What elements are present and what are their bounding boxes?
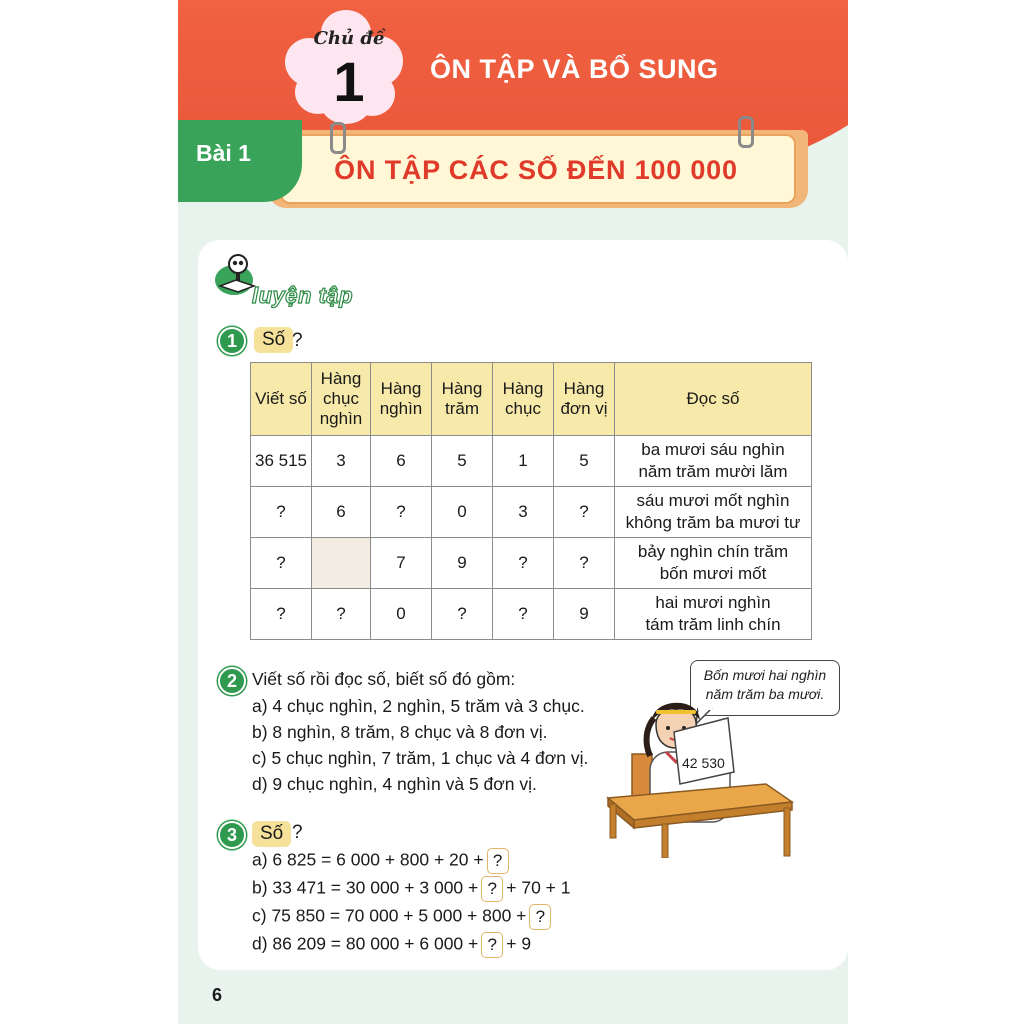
- so-tag: Số: [252, 821, 291, 847]
- table-row: [251, 487, 812, 538]
- cell: ?: [432, 589, 493, 640]
- cell-empty: [312, 538, 371, 589]
- exercise-item: c) 5 chục nghìn, 7 trăm, 1 chục và 4 đơn vị.: [252, 748, 589, 768]
- header-hang-tram: Hàng trăm: [432, 363, 493, 436]
- cell: ?: [251, 589, 312, 640]
- cell: 5: [432, 436, 493, 487]
- answer-box[interactable]: ?: [481, 932, 503, 958]
- cell: ?: [312, 589, 371, 640]
- topic-number: 1: [333, 50, 365, 113]
- cell: 1: [493, 436, 554, 487]
- cell: ?: [371, 487, 432, 538]
- cell: 0: [432, 487, 493, 538]
- cell: 3: [493, 487, 554, 538]
- equation-line: b) 33 471 = 30 000 + 3 000 + ? + 70 + 1: [252, 876, 570, 902]
- exercise-prompt: Viết số rồi đọc số, biết số đó gồm:: [252, 669, 516, 689]
- table-row: [251, 436, 812, 487]
- reading-cell: hai mươi nghìn tám trăm linh chín: [615, 589, 812, 640]
- topic-label: Chủ đề: [313, 28, 385, 49]
- so-tag: Số: [254, 327, 293, 353]
- header-hang-chuc: Hàng chục: [493, 363, 554, 436]
- topic-title: ÔN TẬP VÀ BỔ SUNG: [430, 54, 719, 84]
- header-doc-so: Đọc số: [615, 363, 812, 436]
- cell: ?: [554, 487, 615, 538]
- cell: ?: [493, 589, 554, 640]
- exercise-item: b) 8 nghìn, 8 trăm, 8 chục và 8 đơn vị.: [252, 722, 548, 742]
- header-hang-nghin: Hàng nghìn: [371, 363, 432, 436]
- equation-line: c) 75 850 = 70 000 + 5 000 + 800 + ?: [252, 904, 554, 930]
- exercise-number: 1: [218, 327, 246, 355]
- cell: 9: [554, 589, 615, 640]
- cell: ?: [554, 538, 615, 589]
- exercise-number: 3: [218, 821, 246, 849]
- cell: 6: [312, 487, 371, 538]
- reading-cell: ba mươi sáu nghìn năm trăm mười lăm: [615, 436, 812, 487]
- equation-line: a) 6 825 = 6 000 + 800 + 20 + ?: [252, 848, 512, 874]
- sign-number: 42 530: [682, 755, 725, 771]
- exercise-item: d) 9 chục nghìn, 4 nghìn và 5 đơn vị.: [252, 774, 537, 794]
- place-value-table: [250, 362, 812, 640]
- ring-icon: [738, 116, 754, 148]
- question-mark: ?: [292, 822, 303, 843]
- lesson-title: ÔN TẬP CÁC SỐ ĐẾN 100 000: [334, 155, 738, 185]
- table-header-row: [251, 363, 812, 436]
- cell: 36 515: [251, 436, 312, 487]
- table-row: [251, 538, 812, 589]
- cell: 7: [371, 538, 432, 589]
- answer-box[interactable]: ?: [529, 904, 551, 930]
- cell: 6: [371, 436, 432, 487]
- answer-box[interactable]: ?: [481, 876, 503, 902]
- reading-cell: bảy nghìn chín trăm bốn mươi mốt: [615, 538, 812, 589]
- cell: 9: [432, 538, 493, 589]
- cell: 3: [312, 436, 371, 487]
- girl-at-desk-illustration: [604, 698, 796, 858]
- page-number: 6: [212, 985, 223, 1005]
- equation-line: d) 86 209 = 80 000 + 6 000 + ? + 9: [252, 932, 531, 958]
- reading-cell: sáu mươi mốt nghìn không trăm ba mươi tư: [615, 487, 812, 538]
- cell: 5: [554, 436, 615, 487]
- cell: 0: [371, 589, 432, 640]
- header-hang-chuc-nghin: Hàng chục nghìn: [312, 363, 371, 436]
- header-hang-don-vi: Hàng đơn vị: [554, 363, 615, 436]
- cell: ?: [251, 487, 312, 538]
- header-viet-so: Viết số: [251, 363, 312, 436]
- table-row: [251, 589, 812, 640]
- exercise-item: a) 4 chục nghìn, 2 nghìn, 5 trăm và 3 chục.: [252, 696, 585, 716]
- exercise-number: 2: [218, 667, 246, 695]
- answer-box[interactable]: ?: [487, 848, 509, 874]
- section-label: luyện tập: [252, 283, 354, 308]
- question-mark: ?: [292, 330, 303, 351]
- cell: ?: [251, 538, 312, 589]
- cell: ?: [493, 538, 554, 589]
- lesson-tag: Bài 1: [196, 140, 251, 166]
- speech-text: Bốn mươi hai nghìn năm trăm ba mươi.: [703, 667, 827, 702]
- ring-icon: [330, 122, 346, 154]
